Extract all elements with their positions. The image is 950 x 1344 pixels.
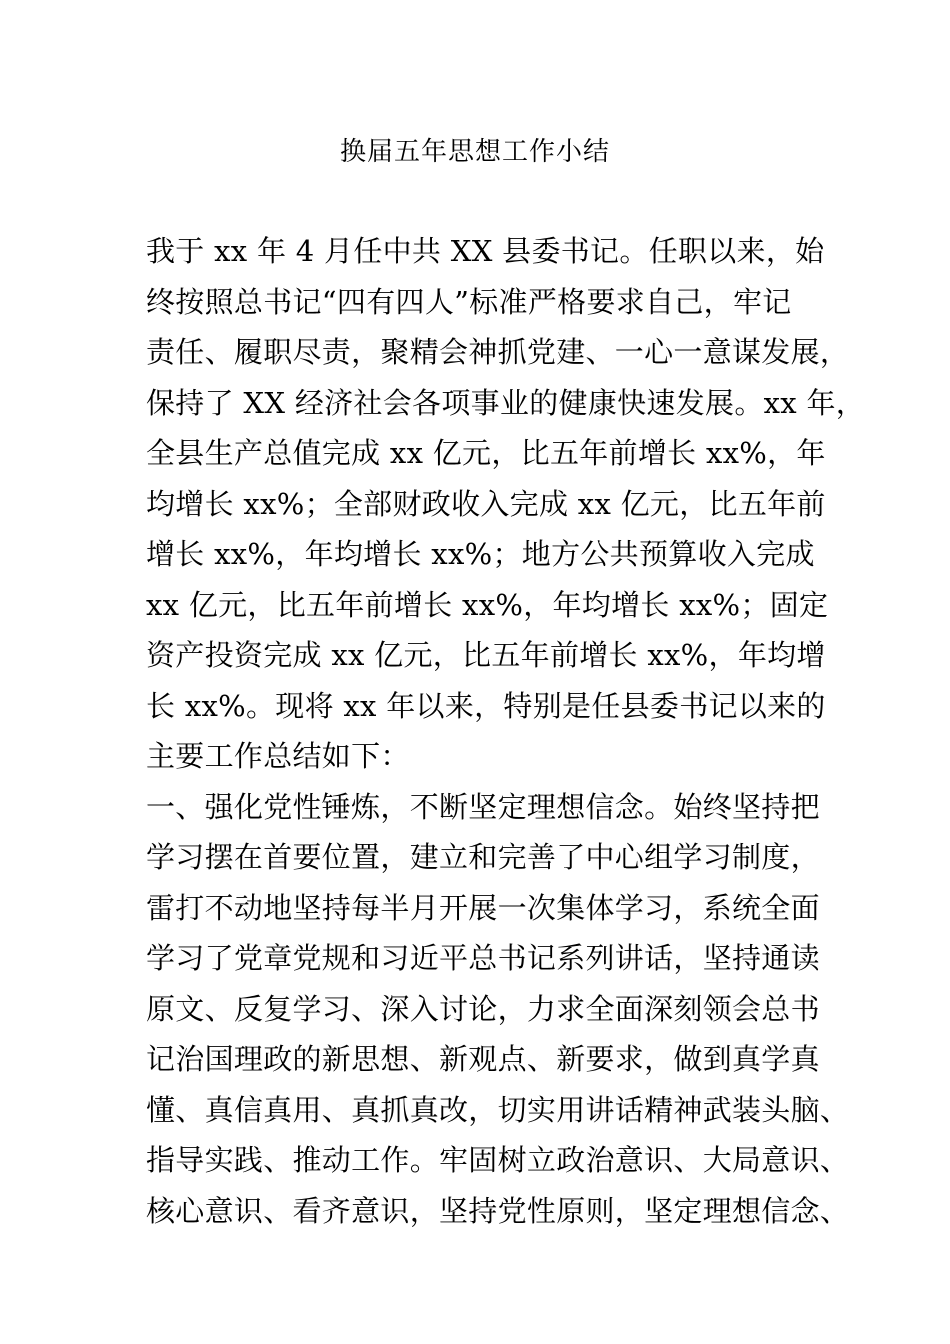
body-line: 我于 xx 年 4 月任中共 XX 县委书记。任职以来，始: [146, 234, 825, 268]
body-line: 学习摆在首要位置，建立和完善了中心组学习制度，: [146, 840, 820, 874]
body-line: 均增长 xx%；全部财政收入完成 xx 亿元，比五年前: [146, 486, 826, 521]
body-line: 保持了 XX 经济社会各项事业的健康快速发展。xx 年，: [146, 385, 866, 420]
body-line: 一、强化党性锤炼，不断坚定理想信念。始终坚持把: [146, 789, 820, 824]
document-title: 换届五年思想工作小结: [339, 137, 610, 167]
body-line: 长 xx%。现将 xx 年以来，特别是任县委书记以来的: [146, 688, 826, 723]
body-line: 责任、履职尽责，聚精会神抓党建、一心一意谋发展，: [146, 335, 850, 369]
body-line: 核心意识、看齐意识，坚持党性原则，坚定理想信念、: [146, 1193, 850, 1228]
body-line: xx 亿元，比五年前增长 xx%，年均增长 xx%；固定: [146, 587, 829, 622]
body-line: 终按照总书记“四有四人”标准严格要求自己，牢记: [146, 284, 792, 319]
body-line: 增长 xx%，年均增长 xx%；地方公共预算收入完成: [146, 537, 815, 571]
body-line: 记治国理政的新思想、新观点、新要求，做到真学真: [146, 1042, 820, 1076]
body-line: 主要工作总结如下：: [146, 739, 410, 773]
body-line: 全县生产总值完成 xx 亿元，比五年前增长 xx%，年: [146, 436, 826, 470]
body-line: 学习了党章党规和习近平总书记系列讲话，坚持通读: [146, 941, 820, 975]
document-body: [146, 226, 866, 1236]
body-line: 懂、真信真用、真抓真改，切实用讲话精神武装头脑、: [146, 1092, 850, 1127]
body-line: 指导实践、推动工作。牢固树立政治意识、大局意识、: [146, 1143, 850, 1177]
body-line: 雷打不动地坚持每半月开展一次集体学习，系统全面: [146, 890, 820, 925]
body-line: 原文、反复学习、深入讨论，力求全面深刻领会总书: [146, 991, 820, 1026]
body-line: 资产投资完成 xx 亿元，比五年前增长 xx%，年均增: [146, 638, 826, 672]
